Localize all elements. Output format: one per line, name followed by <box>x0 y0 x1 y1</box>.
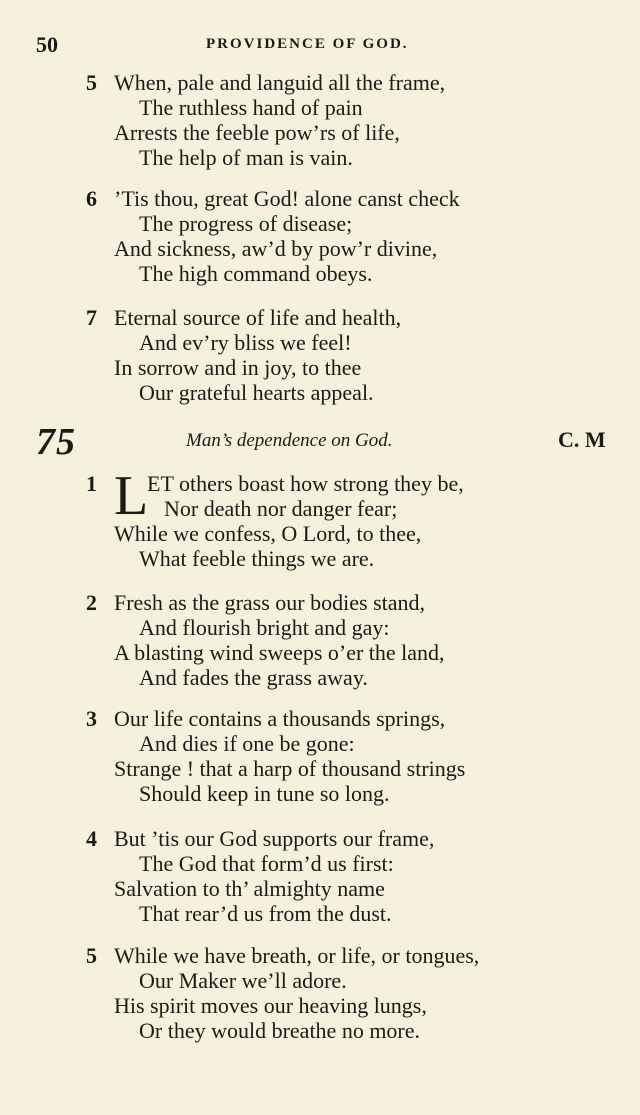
verse-line: The God that form’d us first: <box>139 851 394 876</box>
verse-line: Or they would breathe no more. <box>139 1018 421 1043</box>
verse-line: And fades the grass away. <box>139 665 368 690</box>
stanza-number: 5 <box>86 943 97 968</box>
stanza-number: 1 <box>86 471 97 496</box>
stanza-number: 6 <box>86 186 97 211</box>
verse-line: When, pale and languid all the frame, <box>114 70 446 95</box>
hymn-title: Man’s dependence on God. <box>186 430 393 451</box>
verse-line: While we have breath, or life, or tongues, <box>114 943 480 968</box>
verse-line: In sorrow and in joy, to thee <box>114 355 362 380</box>
verse-line: A blasting wind sweeps o’er the land, <box>114 640 445 665</box>
page-number: 50 <box>36 32 58 57</box>
stanza-6-prev <box>86 186 606 286</box>
verse-line: ET others boast how strong they be, <box>147 471 464 496</box>
stanza-1 <box>86 465 606 571</box>
stanza-number: 4 <box>86 826 97 851</box>
stanza-number: 5 <box>86 70 97 95</box>
verse-line: The ruthless hand of pain <box>139 95 363 120</box>
verse-line: Nor death nor danger fear; <box>164 496 398 521</box>
stanza-number: 7 <box>86 305 97 330</box>
stanza-number: 3 <box>86 706 97 731</box>
stanza-5 <box>86 943 606 1043</box>
running-head: PROVIDENCE OF GOD. <box>206 36 409 52</box>
verse-line: Should keep in tune so long. <box>139 781 390 806</box>
verse-line: Our life contains a thousands springs, <box>114 706 446 731</box>
verse-line: His spirit moves our heaving lungs, <box>114 993 427 1018</box>
stanza-4 <box>86 826 606 926</box>
verse-line: The progress of disease; <box>139 211 353 236</box>
verse-line: While we confess, O Lord, to thee, <box>114 521 422 546</box>
hymn-meter: C. M <box>558 427 606 452</box>
verse-line: What feeble things we are. <box>139 546 375 571</box>
stanza-3 <box>86 706 606 806</box>
drop-cap: L <box>114 465 149 527</box>
stanza-7-prev <box>86 305 606 405</box>
verse-line: And flourish bright and gay: <box>139 615 390 640</box>
verse-line: ’Tis thou, great God! alone canst check <box>114 186 460 211</box>
verse-line: And ev’ry bliss we feel! <box>139 330 352 355</box>
stanza-2 <box>86 590 606 690</box>
verse-line: Salvation to th’ almighty name <box>114 876 385 901</box>
verse-line: Strange ! that a harp of thousand strings <box>114 756 466 781</box>
verse-line: And sickness, aw’d by pow’r divine, <box>114 236 438 261</box>
verse-line: That rear’d us from the dust. <box>139 901 392 926</box>
hymn-number: 75 <box>36 421 76 463</box>
verse-line: Eternal source of life and health, <box>114 305 402 330</box>
verse-line: Our grateful hearts appeal. <box>139 380 374 405</box>
verse-line: Our Maker we’ll adore. <box>139 968 347 993</box>
stanza-5-prev <box>86 70 606 170</box>
verse-line: The help of man is vain. <box>139 145 353 170</box>
verse-line: But ’tis our God supports our frame, <box>114 826 435 851</box>
verse-line: The high command obeys. <box>139 261 373 286</box>
verse-line: And dies if one be gone: <box>139 731 355 756</box>
verse-line: Fresh as the grass our bodies stand, <box>114 590 426 615</box>
page-header <box>36 30 606 60</box>
stanza-number: 2 <box>86 590 97 615</box>
verse-line: Arrests the feeble pow’rs of life, <box>114 120 400 145</box>
hymn-heading <box>36 422 620 462</box>
